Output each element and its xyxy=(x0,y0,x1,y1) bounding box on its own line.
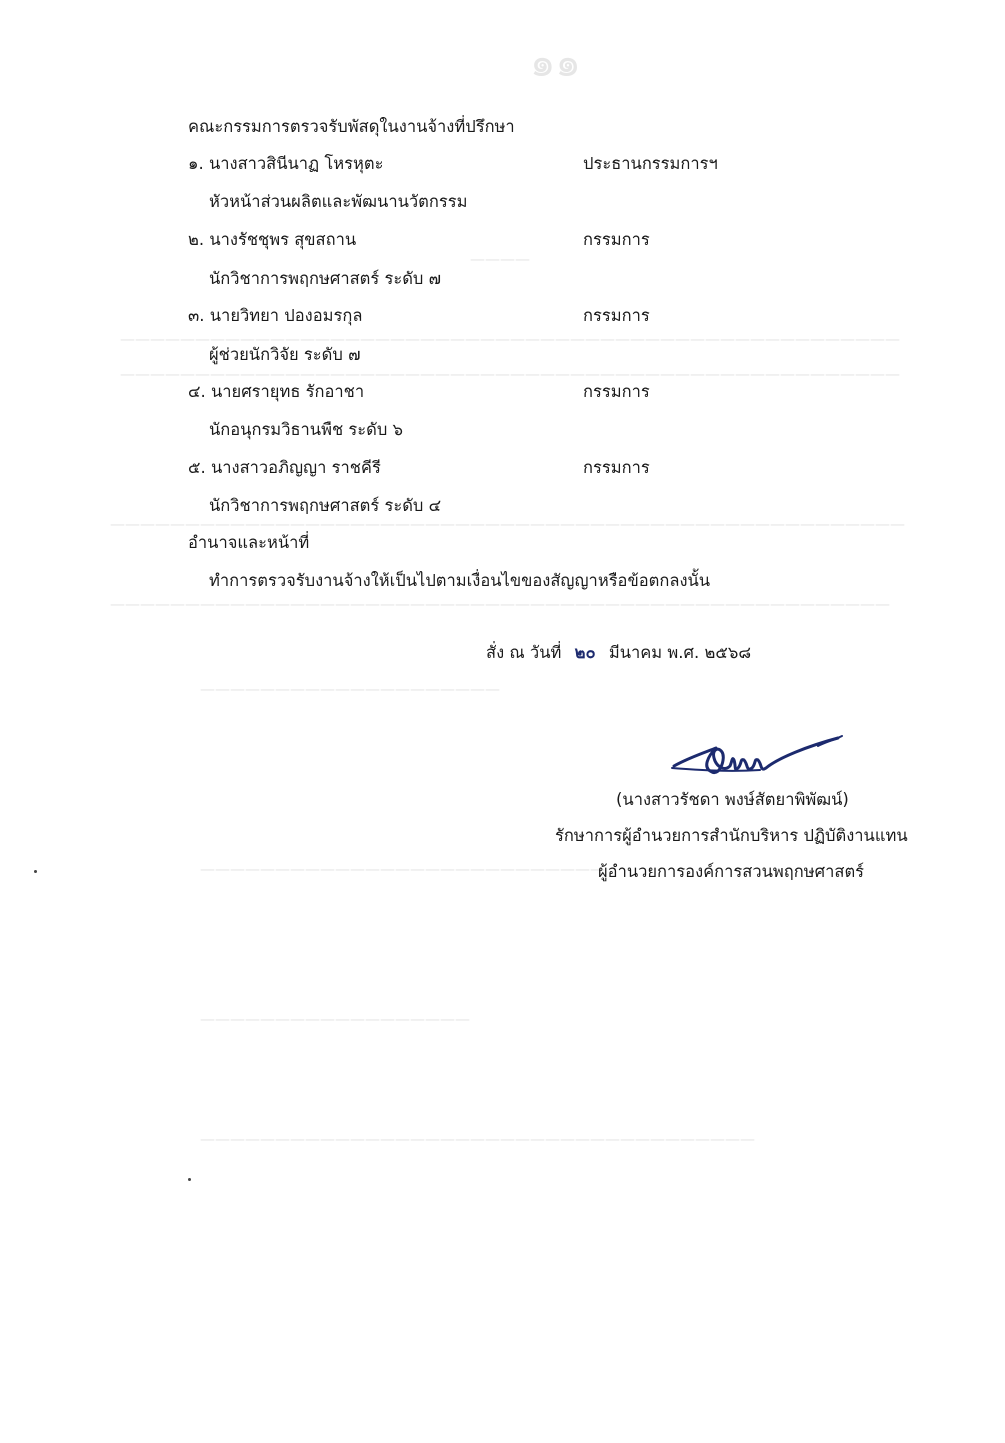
duties-heading: อำนาจและหน้าที่ xyxy=(188,533,310,552)
member-position: ผู้ช่วยนักวิจัย ระดับ ๗ xyxy=(209,345,361,364)
member-role: กรรมการ xyxy=(583,458,650,477)
bleed-through-mark: —————————————————— xyxy=(200,1010,470,1028)
bleed-through-mark: ———————————————————————————————————————————————————— xyxy=(110,595,890,613)
member-role: กรรมการ xyxy=(583,306,650,325)
bleed-through-mark: ————————————————————————————————————————————————————— xyxy=(110,515,905,533)
member-name: ๑. นางสาวสินีนาฏ โหรหุตะ xyxy=(188,154,384,173)
member-name: ๓. นายวิทยา ปองอมรกุล xyxy=(188,306,363,325)
bleed-through-mark: ———————————————————— xyxy=(200,680,500,698)
member-name: ๔. นายศรายุทธ รักอาชา xyxy=(188,382,365,401)
member-role: กรรมการ xyxy=(583,230,650,249)
bleed-through-mark: ————————————————————————————————————— xyxy=(200,1130,755,1148)
member-role: กรรมการ xyxy=(583,382,650,401)
duties-text: ทำการตรวจรับงานจ้างให้เป็นไปตามเงื่อนไขของสัญญาหรือข้อตกลงนั้น xyxy=(209,571,711,590)
signatory-name: (นางสาวรัชดา พงษ์สัตยาพิพัฒน์) xyxy=(616,790,849,809)
signatory-title-line1: รักษาการผู้อำนวยการสำนักบริหาร ปฏิบัติงานแทน xyxy=(555,826,908,845)
member-position: นักวิชาการพฤกษศาสตร์ ระดับ ๗ xyxy=(209,269,442,288)
bleed-through-mark: ———— xyxy=(470,250,530,268)
speck xyxy=(34,870,37,873)
member-position: นักอนุกรมวิธานพืช ระดับ ๖ xyxy=(209,420,404,439)
member-role: ประธานกรรมการฯ xyxy=(583,154,718,173)
member-name: ๒. นางรัชชุพร สุขสถาน xyxy=(188,230,357,249)
order-date-month-year: มีนาคม พ.ศ. ๒๕๖๘ xyxy=(608,643,752,662)
speck xyxy=(188,1178,191,1181)
order-date xyxy=(486,642,751,664)
handwritten-signature xyxy=(668,728,848,784)
order-date-day: ๒๐ xyxy=(574,643,596,662)
bleed-through-mark: ๑๑ xyxy=(530,40,581,86)
member-name: ๕. นางสาวอภิญญา ราชคีรี xyxy=(188,458,381,477)
committee-title: คณะกรรมการตรวจรับพัสดุในงานจ้างที่ปรึกษา xyxy=(188,117,515,136)
member-position: นักวิชาการพฤกษศาสตร์ ระดับ ๔ xyxy=(209,496,442,515)
order-date-prefix: สั่ง ณ วันที่ xyxy=(486,643,562,662)
member-position: หัวหน้าส่วนผลิตและพัฒนานวัตกรรม xyxy=(209,192,468,211)
bleed-through-mark: ——————————————————————————— xyxy=(200,860,605,878)
bleed-through-mark: ———————————————————————————————————————————————————— xyxy=(120,365,900,383)
signatory-title-line2: ผู้อำนวยการองค์การสวนพฤกษศาสตร์ xyxy=(598,862,865,881)
bleed-through-mark: ———————————————————————————————————————————————————— xyxy=(120,330,900,348)
